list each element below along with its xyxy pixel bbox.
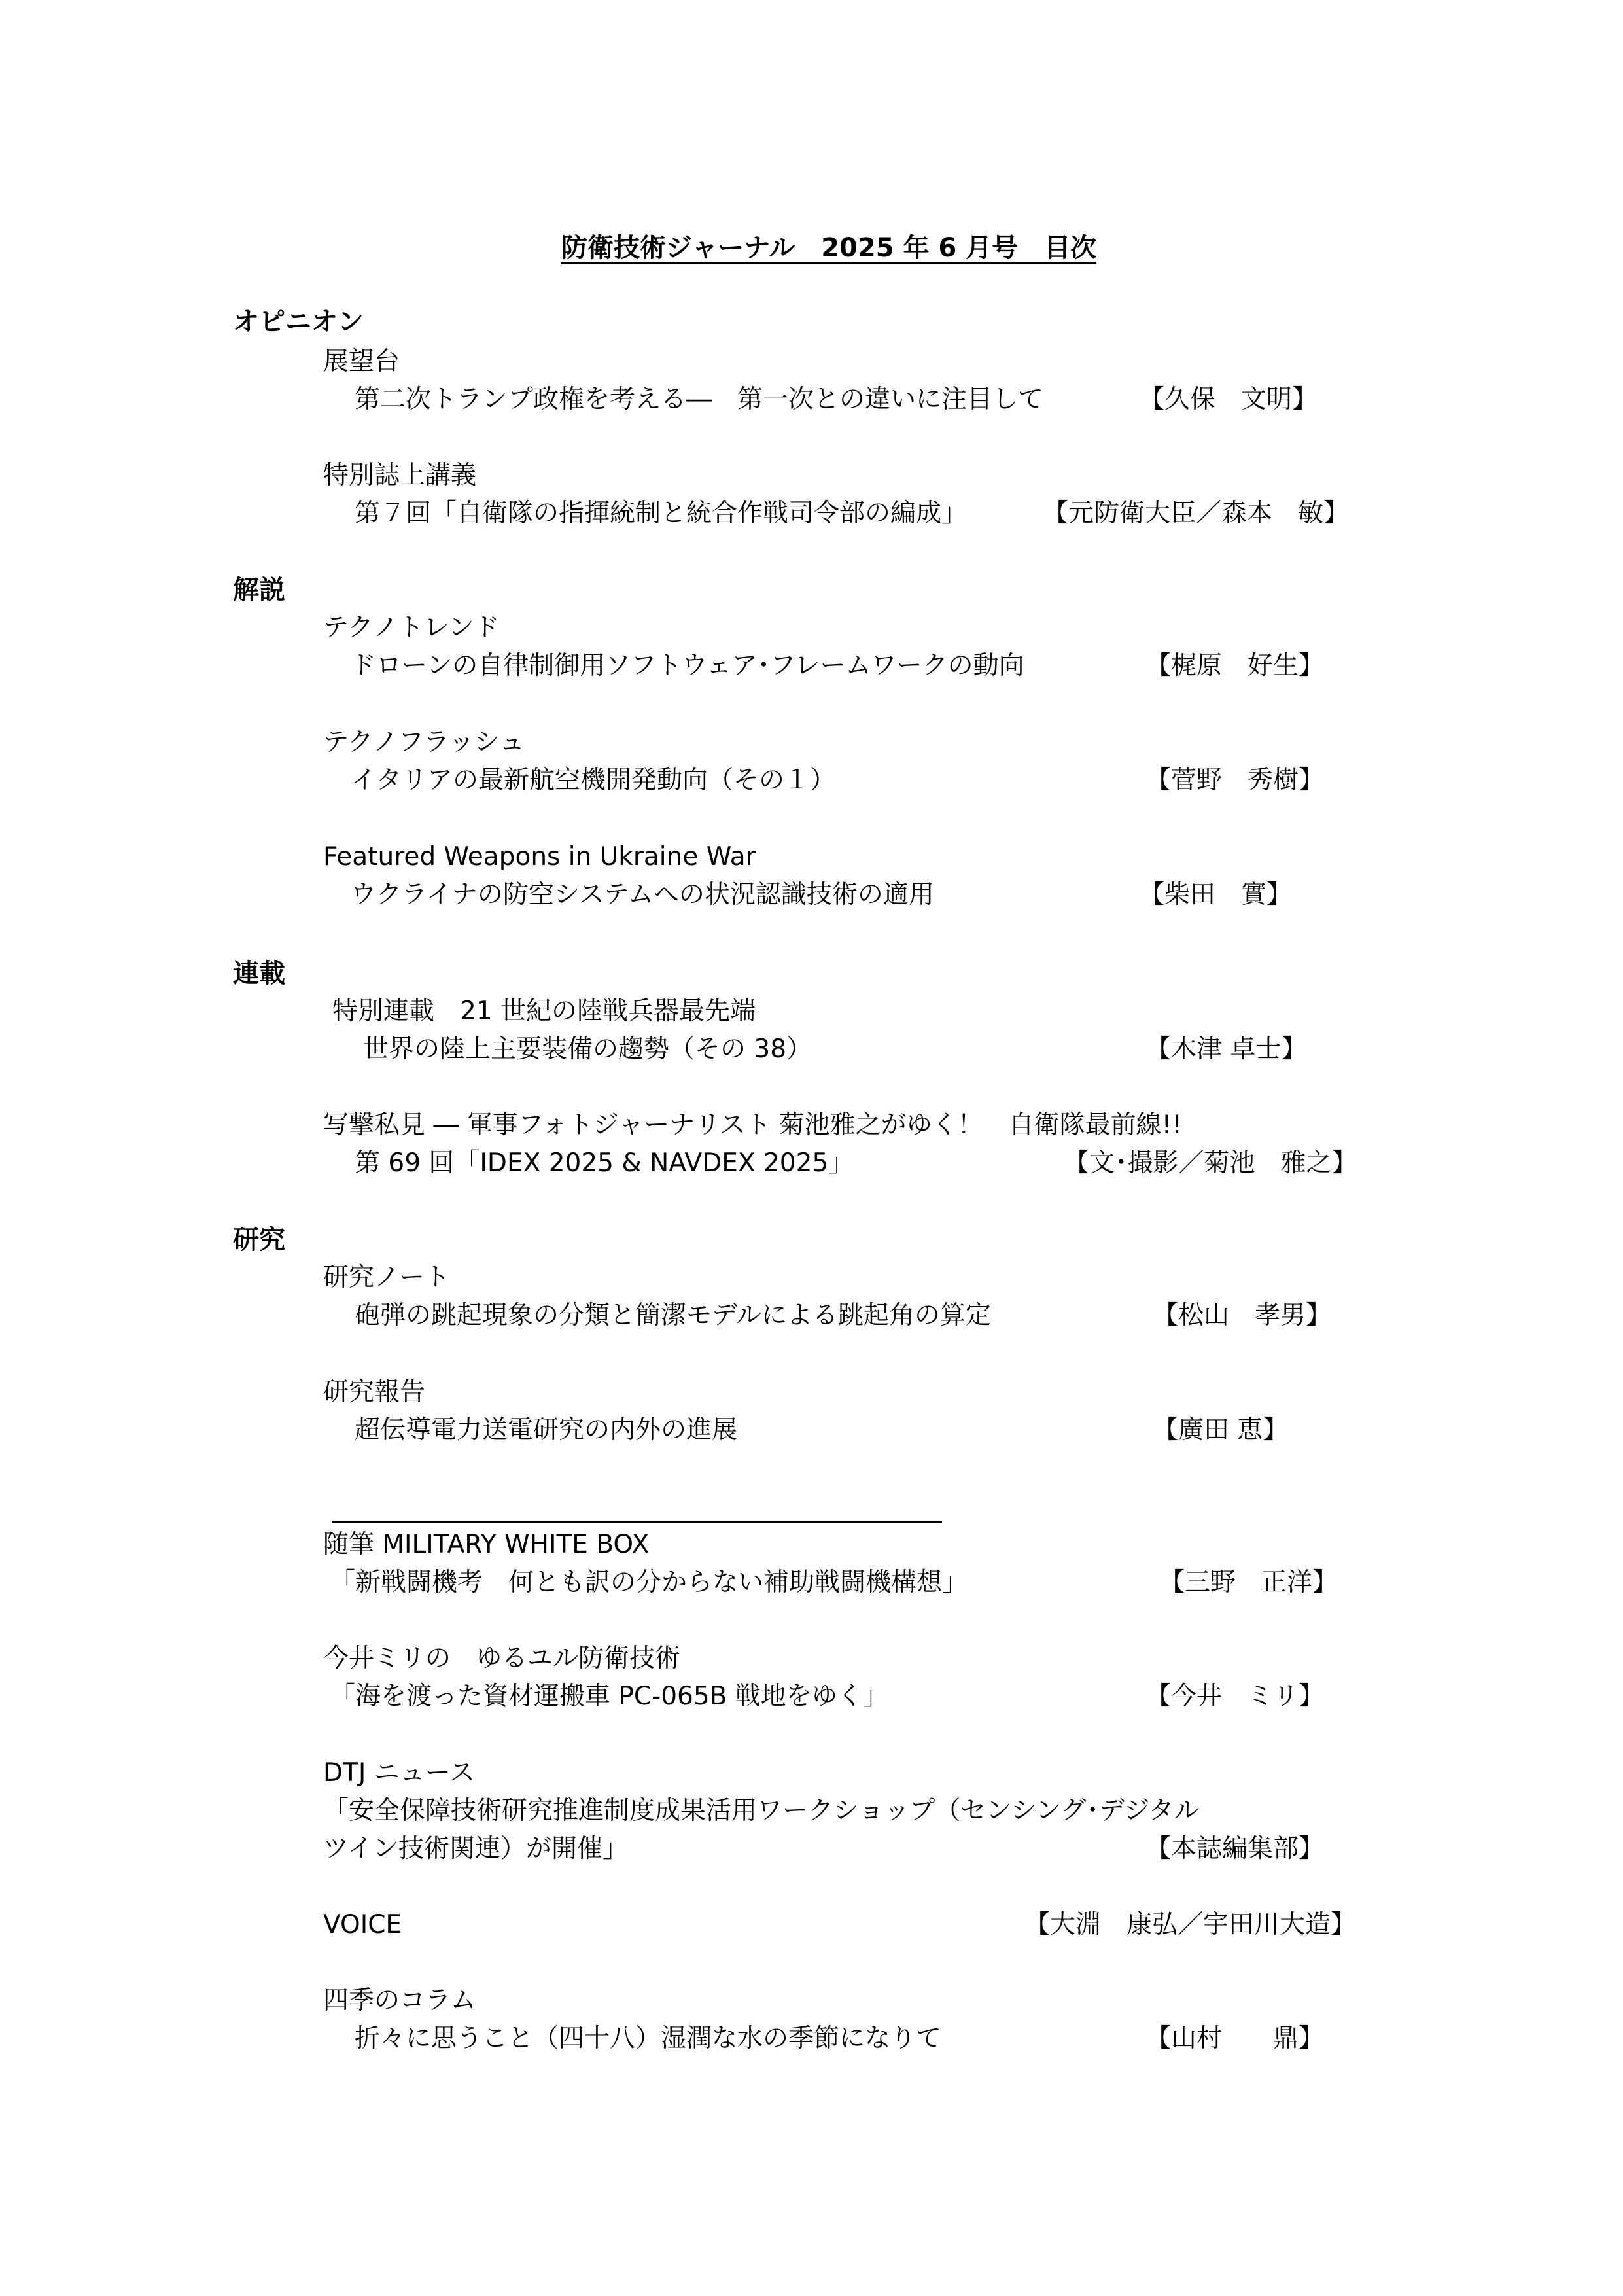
section-heading-opinion: オピニオン bbox=[233, 307, 364, 337]
category-label: DTJ ニュース bbox=[323, 1758, 475, 1788]
section-heading-commentary: 解説 bbox=[233, 575, 285, 605]
category-label: 四季のコラム bbox=[323, 1986, 476, 2015]
article-title: 「海を渡った資材運搬車 PC-065B 戦地をゆく」 bbox=[330, 1682, 888, 1711]
author-name: 【柴田 實】 bbox=[1139, 880, 1293, 910]
author-name: 【大淵 康弘／宇田川大造】 bbox=[1024, 1910, 1357, 1939]
category-label: テクノトレンド bbox=[323, 613, 500, 643]
divider-line bbox=[332, 1521, 942, 1523]
author-name: 【本誌編集部】 bbox=[1145, 1834, 1325, 1863]
category-label: 随筆 MILITARY WHITE BOX bbox=[323, 1530, 650, 1559]
category-label: 特別誌上講義 bbox=[323, 461, 477, 490]
author-name: 【菅野 秀樹】 bbox=[1145, 766, 1325, 795]
article-title: 超伝導電力送電研究の内外の進展 bbox=[355, 1415, 738, 1445]
author-name: 【廣田 恵】 bbox=[1153, 1415, 1289, 1445]
category-label: VOICE bbox=[323, 1910, 402, 1939]
author-name: 【木津 卓士】 bbox=[1145, 1034, 1307, 1064]
article-title: 第 69 回「IDEX 2025 & NAVDEX 2025」 bbox=[355, 1148, 854, 1178]
article-title: 第二次トランプ政権を考える― 第一次との違いに注目して bbox=[355, 385, 1044, 414]
author-name: 【元防衛大臣／森本 敏】 bbox=[1043, 499, 1350, 528]
category-label: テクノフラッシュ bbox=[323, 728, 525, 757]
page-title: 防衛技術ジャーナル 2025 年 6 月号 目次 bbox=[561, 233, 1097, 263]
category-label: 研究ノート bbox=[323, 1263, 450, 1292]
article-title: 「新戦闘機考 何とも訳の分からない補助戦闘機構想」 bbox=[330, 1568, 968, 1597]
author-name: 【久保 文明】 bbox=[1139, 385, 1318, 414]
section-heading-serial: 連載 bbox=[233, 959, 285, 989]
section-heading-research: 研究 bbox=[233, 1225, 285, 1255]
category-label: 特別連載 21 世紀の陸戦兵器最先端 bbox=[332, 997, 756, 1026]
article-title: 折々に思うこと（四十八）湿潤な水の季節になりて bbox=[355, 2024, 942, 2053]
author-name: 【今井 ミリ】 bbox=[1145, 1682, 1325, 1711]
article-title: 砲弾の跳起現象の分類と簡潔モデルによる跳起角の算定 bbox=[355, 1301, 992, 1330]
author-name: 【松山 孝男】 bbox=[1153, 1301, 1332, 1330]
author-name: 【文･撮影／菊池 雅之】 bbox=[1064, 1148, 1357, 1178]
article-title-continued: ツイン技術関連）が開催」 bbox=[323, 1834, 629, 1863]
category-label: 今井ミリの ゆるユル防衛技術 bbox=[323, 1644, 681, 1673]
category-label: 写撃私見 ― 軍事フォトジャーナリスト 菊池雅之がゆく！ 自衛隊最前線!! bbox=[323, 1110, 1182, 1140]
article-title: 世界の陸上主要装備の趨勢（その 38） bbox=[363, 1034, 812, 1064]
article-title: イタリアの最新航空機開発動向（その１） bbox=[351, 766, 836, 795]
author-name: 【三野 正洋】 bbox=[1159, 1568, 1338, 1597]
author-name: 【梶原 好生】 bbox=[1145, 651, 1325, 680]
category-label: Featured Weapons in Ukraine War bbox=[323, 842, 756, 872]
article-title: ウクライナの防空システムへの状況認識技術の適用 bbox=[351, 880, 934, 910]
category-label: 研究報告 bbox=[323, 1377, 426, 1407]
article-title: 「安全保障技術研究推進制度成果活用ワークショップ（センシング･デジタル bbox=[323, 1796, 1200, 1826]
category-label: 展望台 bbox=[323, 347, 400, 376]
article-title: ドローンの自律制御用ソフトウェア･フレームワークの動向 bbox=[351, 651, 1024, 680]
author-name: 【山村 鼎】 bbox=[1145, 2024, 1325, 2053]
article-title: 第７回「自衛隊の指揮統制と統合作戦司令部の編成」 bbox=[355, 499, 968, 528]
